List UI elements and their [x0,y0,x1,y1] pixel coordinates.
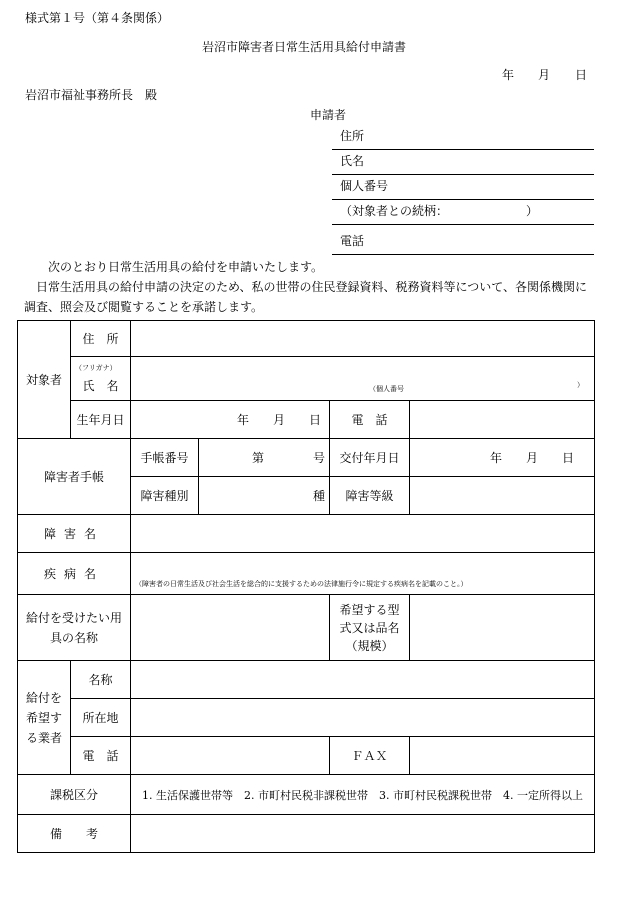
handbook-number-go: 号 [312,451,325,465]
applicant-individual-number-row[interactable] [332,174,594,200]
issue-date-label: 交付年月日 [330,439,410,477]
vendor-location-field[interactable] [131,699,595,737]
subject-label: 対象者 [18,321,71,439]
birth-label: 生年月日 [71,401,131,439]
vendor-phone-label: 電 話 [71,737,131,775]
remarks-row [18,815,595,853]
tax-row [18,775,595,815]
handbook-number-field[interactable] [199,439,330,477]
equipment-row [18,595,595,661]
handbook-number-dai: 第 [251,451,264,465]
paragraph-consent: 日常生活用具の給付申請の決定のため、私の世帯の住民登録資料、税務資料等について、各関係機関に調査、照会及び閲覧することを承諾します。 [24,280,588,314]
individual-number-note: （個人番号 [369,385,404,393]
applicant-relation-label: （対象者との続柄： ） [340,204,539,218]
application-table [17,320,595,853]
handbook-number-label: 手帳番号 [131,439,199,477]
remarks-field[interactable] [131,815,595,853]
disability-grade-label: 障害等級 [330,477,410,515]
disability-type-field[interactable]: 種 [199,477,330,515]
paragraph-apply: 次のとおり日常生活用具の給付を申請いたします。 [48,260,324,274]
form-title: 岩沼市障害者日常生活用具給付申請書 [202,40,407,54]
phone-label: 電 話 [330,401,410,439]
applicant-heading: 申請者 [310,108,347,122]
disability-name-row [18,515,595,553]
vendor-location-row [18,699,595,737]
name-field[interactable] [131,357,595,401]
remarks-label: 備 考 [18,815,131,853]
tax-label: 課税区分 [18,775,131,815]
issue-date-field[interactable]: 年 月 日 [410,439,595,477]
handbook-number-row [18,439,595,477]
applicant-address-row[interactable] [332,124,594,150]
applicant-phone-row[interactable] [332,229,594,255]
date-month: 月 [538,68,551,82]
phone-field[interactable] [410,401,595,439]
address-label: 住 所 [71,321,131,357]
disease-name-label: 疾病名 [18,553,131,595]
disability-name-field[interactable] [131,515,595,553]
vendor-location-label: 所在地 [71,699,131,737]
date-day: 日 [575,68,588,82]
disability-grade-field[interactable] [410,477,595,515]
vendor-phone-row [18,737,595,775]
applicant-relation-row[interactable] [332,199,594,225]
disease-note: （障害者の日常生活及び社会生活を総合的に支援するための法律施行令に規定する疾病名を記載のこと。） [135,580,468,588]
vendor-name-label: 名称 [71,661,131,699]
addressee: 岩沼市福祉事務所長 殿 [25,88,158,102]
birth-date-field[interactable]: 年 月 日 [131,401,330,439]
subject-name-row [18,357,595,401]
disease-name-row [18,553,595,595]
applicant-name-row[interactable] [332,149,594,175]
applicant-individual-number-label: 個人番号 [340,179,389,193]
model-field[interactable] [410,595,595,661]
equipment-label: 給付を受けたい用具の名称 [18,595,131,661]
applicant-name-label: 氏名 [340,154,365,168]
date-year: 年 [502,68,515,82]
disability-name-label: 障害名 [18,515,131,553]
name-label: 氏 名 [82,379,119,393]
vendor-label: 給付を希望する業者 [18,661,71,775]
equipment-field[interactable] [131,595,330,661]
tax-options[interactable]: 1. 生活保護世帯等 2. 市町村民税非課税世帯 3. 市町村民税課税世帯 4. 一定所得以上 [131,775,595,815]
vendor-fax-label: ＦＡＸ [330,737,410,775]
address-field[interactable] [131,321,595,357]
handbook-label: 障害者手帳 [18,439,131,515]
model-label: 希望する型式又は品名（規模） [330,595,410,661]
disability-type-label: 障害種別 [131,477,199,515]
furigana-label: （フリガナ） [75,364,117,372]
name-label-cell [71,357,131,401]
vendor-phone-field[interactable] [131,737,330,775]
vendor-fax-field[interactable] [410,737,595,775]
disease-name-field[interactable] [131,553,595,595]
form-number: 様式第１号（第４条関係） [25,11,170,25]
applicant-address-label: 住所 [340,129,365,143]
vendor-name-field[interactable] [131,661,595,699]
individual-number-close: ） [577,381,584,389]
subject-birth-row [18,401,595,439]
subject-address-row [18,321,595,357]
applicant-phone-label: 電話 [340,234,365,248]
vendor-name-row [18,661,595,699]
